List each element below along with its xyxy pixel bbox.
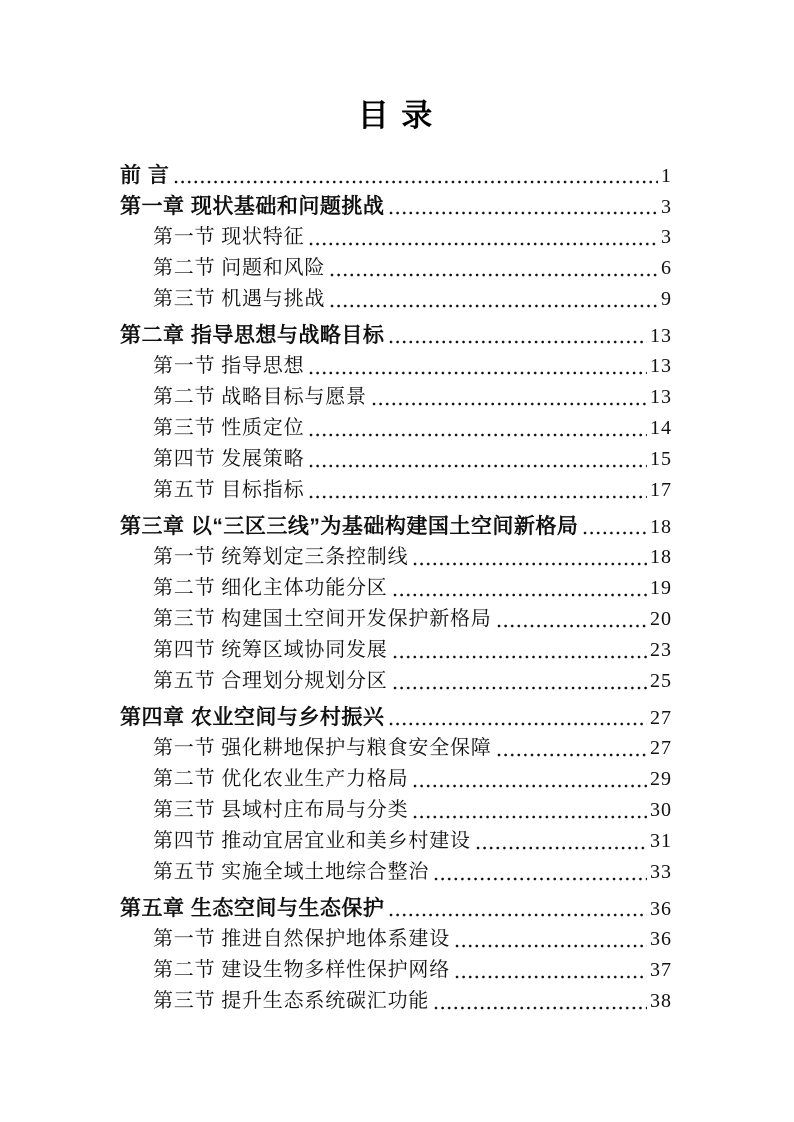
toc-entry-label: 第四节 推动宜居宜业和美乡村建设 (153, 830, 471, 852)
toc-entry-page-number: 37 (650, 959, 672, 981)
dot-leader (455, 944, 647, 948)
toc-entry-page-number: 31 (650, 830, 672, 852)
toc-entry (120, 857, 672, 888)
toc-entry-page-number: 20 (650, 608, 672, 630)
toc-entry-page-number: 17 (650, 479, 672, 501)
toc-entry (120, 795, 672, 826)
toc-entry-label: 第四节 发展策略 (153, 448, 305, 470)
toc-entry-page-number: 3 (661, 196, 672, 218)
toc-entry-page-number: 6 (661, 257, 672, 279)
toc-entry-label: 第二节 优化农业生产力格局 (153, 768, 409, 790)
toc-entry (120, 475, 672, 506)
dot-leader (413, 784, 647, 788)
dot-leader (372, 402, 647, 406)
toc-entry (120, 284, 672, 315)
toc-entry-page-number: 9 (661, 288, 672, 310)
toc-entry-label: 第四节 统筹区域协同发展 (153, 639, 388, 661)
toc-entry (120, 635, 672, 666)
dot-leader (309, 464, 647, 468)
toc-entry (120, 702, 672, 733)
toc-entry-label: 第五节 合理划分规划分区 (153, 670, 388, 692)
toc-entry (120, 191, 672, 222)
toc-entry (120, 351, 672, 382)
toc-entry-label: 第五节 实施全域土地综合整治 (153, 861, 430, 883)
toc-entry-label: 第三节 构建国土空间开发保护新格局 (153, 608, 492, 630)
toc-entry-label: 第二节 细化主体功能分区 (153, 577, 388, 599)
toc-title: 目 录 (357, 98, 435, 133)
toc-entry-page-number: 3 (661, 226, 672, 248)
dot-leader (413, 562, 647, 566)
dot-leader (309, 242, 658, 246)
toc-entry-page-number: 19 (650, 577, 672, 599)
toc-entry (120, 666, 672, 697)
dot-leader (309, 371, 647, 375)
toc-entry-page-number: 23 (650, 639, 672, 661)
dot-leader (309, 495, 647, 499)
dot-leader (309, 433, 647, 437)
toc-entry-label: 第四章 农业空间与乡村振兴 (120, 706, 385, 729)
toc-entry-page-number: 13 (650, 355, 672, 377)
toc-entry-page-number: 30 (650, 799, 672, 821)
toc-entry-label: 第二节 建设生物多样性保护网络 (153, 959, 450, 981)
toc-entry-page-number: 36 (650, 928, 672, 950)
dot-leader (583, 531, 647, 535)
toc-entry-label: 前 言 (120, 164, 170, 187)
toc-entry-page-number: 14 (650, 417, 672, 439)
toc-entry-page-number: 29 (650, 768, 672, 790)
toc-entry-label: 第三章 以“三区三线”为基础构建国土空间新格局 (120, 515, 579, 538)
toc-entry-page-number: 18 (650, 516, 672, 538)
dot-leader (434, 1006, 647, 1010)
dot-leader (393, 655, 647, 659)
dot-leader (497, 624, 647, 628)
toc-entry-label: 第一节 强化耕地保护与粮食安全保障 (153, 737, 492, 759)
toc-entry (120, 826, 672, 857)
toc-entry (120, 222, 672, 253)
toc-entry-label: 第三节 县域村庄布局与分类 (153, 799, 409, 821)
toc-entry-label: 第三节 性质定位 (153, 417, 305, 439)
toc-entry (120, 986, 672, 1017)
toc-entry-label: 第五章 生态空间与生态保护 (120, 897, 385, 920)
toc-entry-label: 第一节 指导思想 (153, 355, 305, 377)
toc-entry (120, 733, 672, 764)
toc-entry-label: 第一节 统筹划定三条控制线 (153, 546, 409, 568)
toc-entry-page-number: 33 (650, 861, 672, 883)
toc-entry-label: 第一章 现状基础和问题挑战 (120, 195, 385, 218)
toc-entry-label: 第二节 问题和风险 (153, 257, 326, 279)
toc-entry-label: 第五节 目标指标 (153, 479, 305, 501)
dot-leader (389, 211, 658, 215)
dot-leader (413, 815, 647, 819)
toc-entry-page-number: 1 (661, 165, 672, 187)
toc-entry (120, 444, 672, 475)
toc-entry (120, 955, 672, 986)
toc-entry-page-number: 15 (650, 448, 672, 470)
dot-leader (389, 340, 647, 344)
toc-entry (120, 604, 672, 635)
dot-leader (389, 722, 647, 726)
toc-entry-label: 第一节 推进自然保护地体系建设 (153, 928, 450, 950)
toc-list (120, 160, 672, 1017)
dot-leader (393, 686, 647, 690)
toc-entry-page-number: 13 (650, 325, 672, 347)
dot-leader (393, 593, 647, 597)
toc-entry (120, 382, 672, 413)
toc-entry-label: 第三节 机遇与挑战 (153, 288, 326, 310)
toc-entry (120, 320, 672, 351)
toc-entry (120, 160, 672, 191)
dot-leader (434, 877, 647, 881)
dot-leader (389, 913, 647, 917)
toc-entry-page-number: 18 (650, 546, 672, 568)
dot-leader (476, 846, 647, 850)
toc-entry (120, 253, 672, 284)
dot-leader (330, 273, 658, 277)
toc-entry (120, 893, 672, 924)
toc-entry (120, 924, 672, 955)
toc-entry-page-number: 13 (650, 386, 672, 408)
dot-leader (497, 753, 647, 757)
toc-entry (120, 573, 672, 604)
toc-entry (120, 764, 672, 795)
toc-entry (120, 413, 672, 444)
toc-entry (120, 511, 672, 542)
toc-entry (120, 542, 672, 573)
toc-entry-label: 第一节 现状特征 (153, 226, 305, 248)
dot-leader (455, 975, 647, 979)
toc-entry-label: 第三节 提升生态系统碳汇功能 (153, 990, 430, 1012)
dot-leader (330, 304, 658, 308)
toc-entry-page-number: 27 (650, 737, 672, 759)
toc-entry-page-number: 25 (650, 670, 672, 692)
toc-entry-page-number: 38 (650, 990, 672, 1012)
toc-entry-page-number: 27 (650, 707, 672, 729)
toc-entry-label: 第二节 战略目标与愿景 (153, 386, 367, 408)
dot-leader (174, 180, 658, 184)
toc-entry-page-number: 36 (650, 898, 672, 920)
toc-entry-label: 第二章 指导思想与战略目标 (120, 324, 385, 347)
